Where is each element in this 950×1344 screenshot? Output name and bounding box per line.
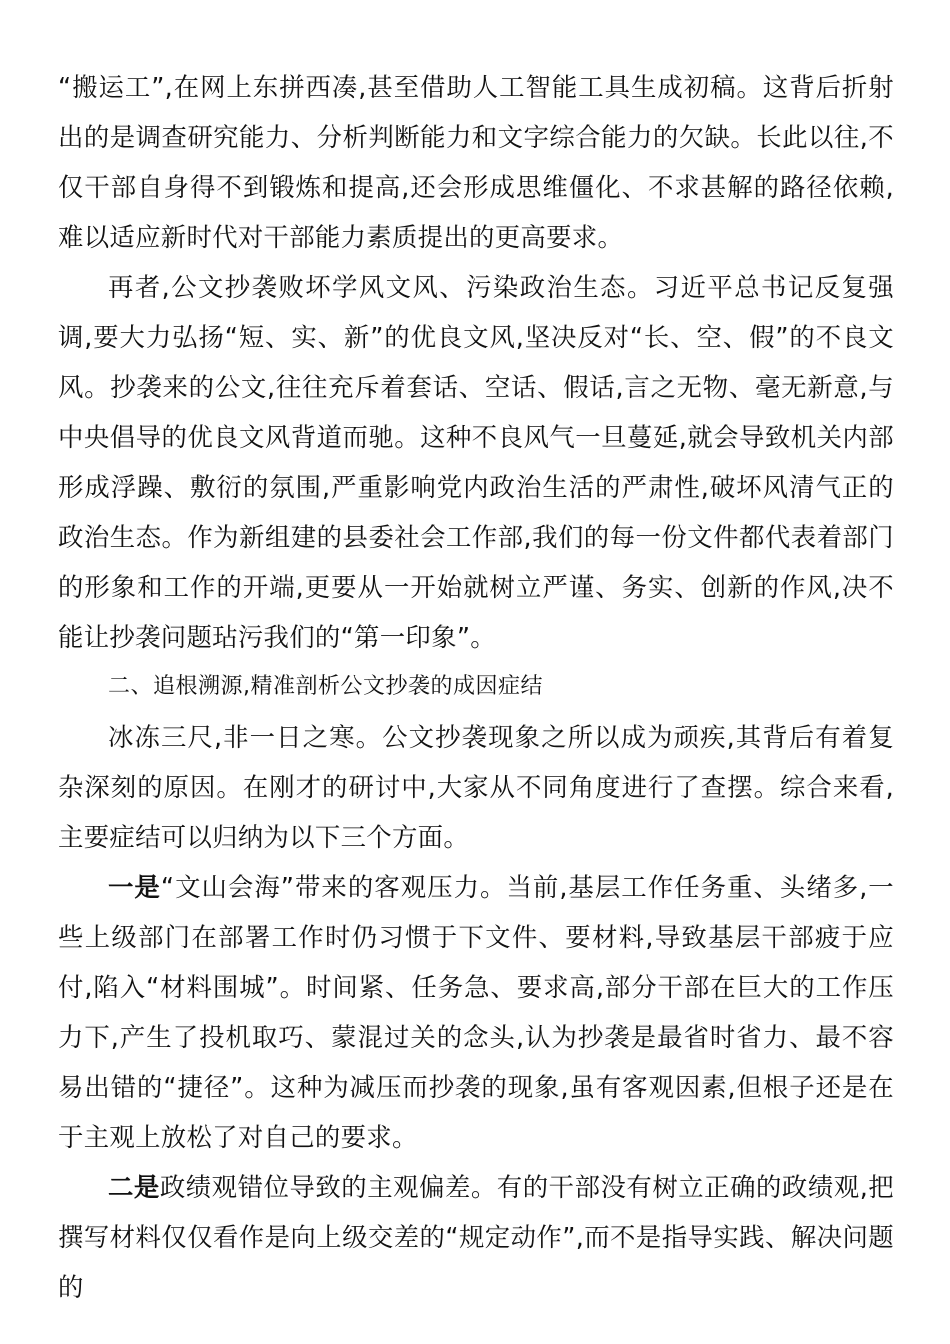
- cause-1-text: “文山会海”带来的客观压力。当前,基层工作任务重、头绪多,一些上级部门在部署工作时仍习惯于下文件、要材料,导致基层干部疲于应付,陷入“材料围城”。时间紧、任务急、要求高,部分干部在巨大的工作压力下,产生了投机取巧、蒙混过关的念头,认为抄袭是最省时省力、最不容易出错的“捷径”。这种为减压而抄袭的现象,虽有客观因素,但根子还是在于主观上放松了对自己的要求。: [58, 872, 894, 1152]
- section-heading-2: 二、追根溯源,精准剖析公文抄袭的成因症结: [108, 674, 543, 699]
- paragraph-style-impact: 再者,公文抄袭败坏学风文风、污染政治生态。习近平总书记反复强调,要大力弘扬“短、实、新”的优良文风,坚决反对“长、空、假”的不良文风。抄袭来的公文,往往充斥着套话、空话、假话,言之无物、毫无新意,与中央倡导的优良文风背道而驰。这种不良风气一旦蔓延,就会导致机关内部形成浮躁、敷衍的氛围,严重影响党内政治生活的严肃性,破坏风清气正的政治生态。作为新组建的县委社会工作部,我们的每一份文件都代表着部门的形象和工作的开端,更要从一开始就树立严谨、务实、创新的作风,决不能让抄袭问题玷污我们的“第一印象”。: [58, 272, 894, 652]
- paragraph-cause-2: [58, 1162, 894, 1312]
- cause-2-lead: 二是: [108, 1172, 160, 1202]
- document-page: [58, 62, 894, 1312]
- cause-1-lead: 一是: [108, 872, 161, 902]
- cause-2-text: 政绩观错位导致的主观偏差。有的干部没有树立正确的政绩观,把撰写材料仅仅看作是向上级交差的“规定动作”,而不是指导实践、解决问题的: [58, 1172, 894, 1302]
- paragraph-causes-intro: 冰冻三尺,非一日之寒。公文抄袭现象之所以成为顽疾,其背后有着复杂深刻的原因。在刚才的研讨中,大家从不同角度进行了查摆。综合来看,主要症结可以归纳为以下三个方面。: [58, 722, 894, 852]
- paragraph-cause-1: [58, 862, 894, 1162]
- paragraph-continuation: “搬运工”,在网上东拼西凑,甚至借助人工智能工具生成初稿。这背后折射出的是调查研究能力、分析判断能力和文字综合能力的欠缺。长此以往,不仅干部自身得不到锻炼和提高,还会形成思维僵化、不求甚解的路径依赖,难以适应新时代对干部能力素质提出的更高要求。: [58, 72, 894, 252]
